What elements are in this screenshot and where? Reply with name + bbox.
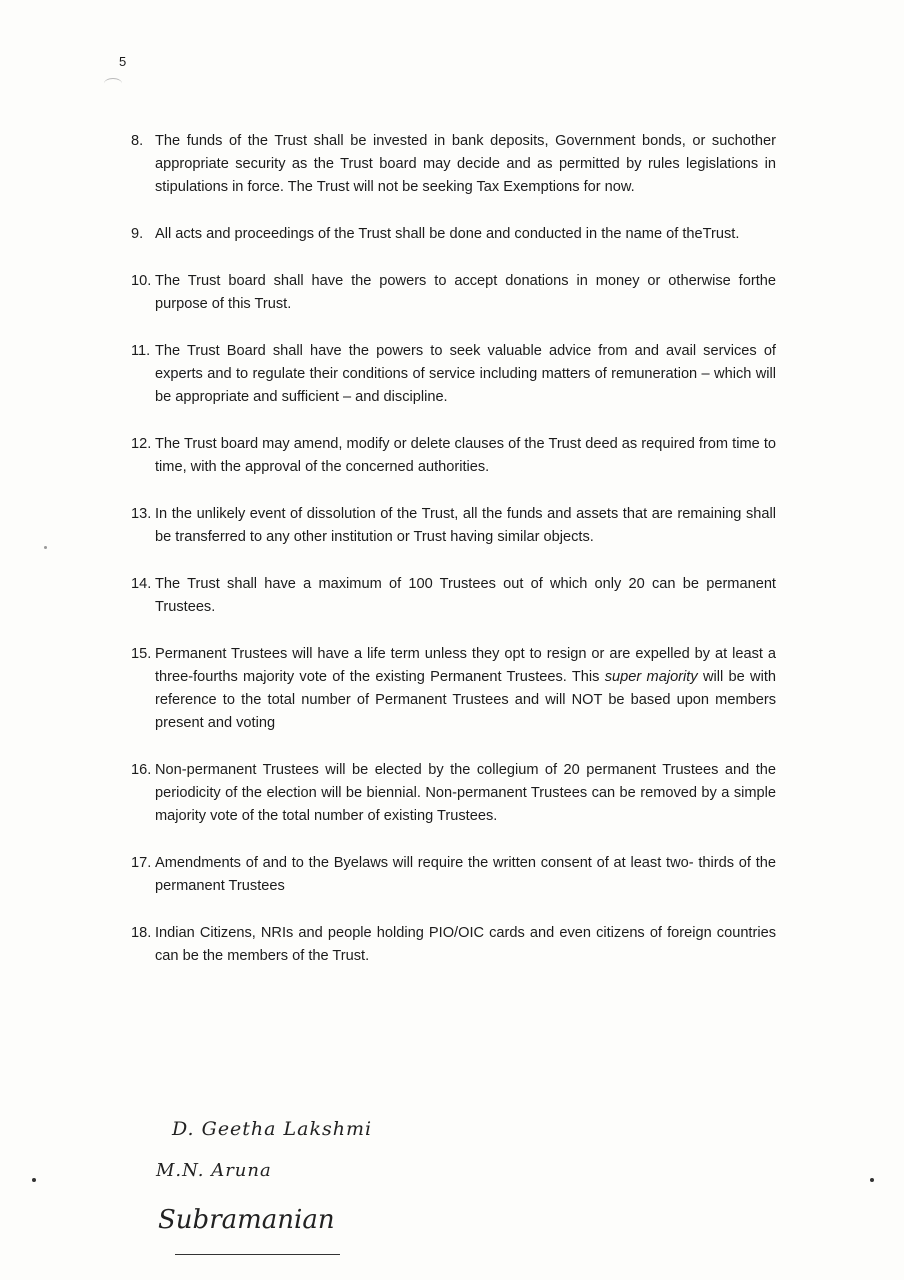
- clause-text: Indian Citizens, NRIs and people holding PIO/OIC cards and even citizens of foreign countries can be the members of the Trust.: [155, 925, 776, 964]
- clause-number: 18.: [131, 925, 152, 941]
- clause-11: [131, 340, 776, 409]
- clause-number: 17.: [131, 855, 152, 871]
- scan-speck: [44, 546, 47, 549]
- clause-number: 14.: [131, 576, 152, 592]
- clause-number: 12.: [131, 436, 152, 452]
- clause-17: [131, 852, 776, 898]
- clause-text: The Trust board may amend, modify or delete clauses of the Trust deed as required from time to time, with the approval of the concerned authorities.: [155, 436, 776, 475]
- scan-speck: [870, 1178, 874, 1182]
- signature-2: M.N. Aruna: [156, 1160, 272, 1181]
- page-number: 5: [119, 54, 127, 69]
- clause-text: Non-permanent Trustees will be elected by the collegium of 20 permanent Trustees and the periodicity of the election will be biennial. Non-permanent Trustees can be removed by a simple majority vote of the total number of existing Trustees.: [155, 762, 776, 824]
- signature-1: D. Geetha Lakshmi: [172, 1118, 373, 1140]
- clause-text: Amendments of and to the Byelaws will require the written consent of at least two- thirds of the permanent Trustees: [155, 855, 776, 894]
- clause-number: 15.: [131, 646, 152, 662]
- clause-10: [131, 270, 776, 316]
- clause-16: [131, 759, 776, 828]
- clause-text: The Trust board shall have the powers to accept donations in money or otherwise forthe purpose of this Trust.: [155, 273, 776, 312]
- clause-14: [131, 573, 776, 619]
- clause-text: The Trust shall have a maximum of 100 Trustees out of which only 20 can be permanent Trustees.: [155, 576, 776, 615]
- pen-mark: [104, 78, 122, 89]
- clause-13: [131, 503, 776, 549]
- clause-number: 11.: [131, 343, 151, 359]
- clause-15: [131, 643, 776, 735]
- clause-12: [131, 433, 776, 479]
- clause-9: [131, 223, 776, 246]
- clause-text: The Trust Board shall have the powers to seek valuable advice from and avail services of experts and to regulate their conditions of service including matters of remuneration – which will be appropriate and sufficient – and discipline.: [155, 343, 776, 405]
- clause-number: 16.: [131, 762, 152, 778]
- clause-number: 8.: [131, 133, 144, 149]
- clause-text: Permanent Trustees will have a life term unless they opt to resign or are expelled by at least a three-fourths majority vote of the existing Permanent Trustees. This: [155, 646, 776, 685]
- clause-number: 10.: [131, 273, 152, 289]
- clause-list: [131, 130, 776, 992]
- clause-text: will be with reference to the total number of Permanent Trustees and will NOT be based upon members present and voting: [155, 669, 776, 731]
- clause-8: [131, 130, 776, 199]
- clause-text: The funds of the Trust shall be invested in bank deposits, Government bonds, or suchother appropriate security as the Trust board may decide and as permitted by rules legislations in stipulations in force. The Trust will not be seeking Tax Exemptions for now.: [155, 133, 776, 195]
- signature-3: Subramanian: [158, 1205, 335, 1235]
- clause-text-italic: super majority: [604, 669, 698, 685]
- clause-18: [131, 922, 776, 968]
- clause-text: In the unlikely event of dissolution of the Trust, all the funds and assets that are remaining shall be transferred to any other institution or Trust having similar objects.: [155, 506, 776, 545]
- clause-number: 13.: [131, 506, 152, 522]
- signature-underline: [175, 1254, 340, 1255]
- clause-number: 9.: [131, 226, 144, 242]
- clause-text: All acts and proceedings of the Trust shall be done and conducted in the name of theTrust.: [155, 226, 740, 242]
- scan-speck: [32, 1178, 36, 1182]
